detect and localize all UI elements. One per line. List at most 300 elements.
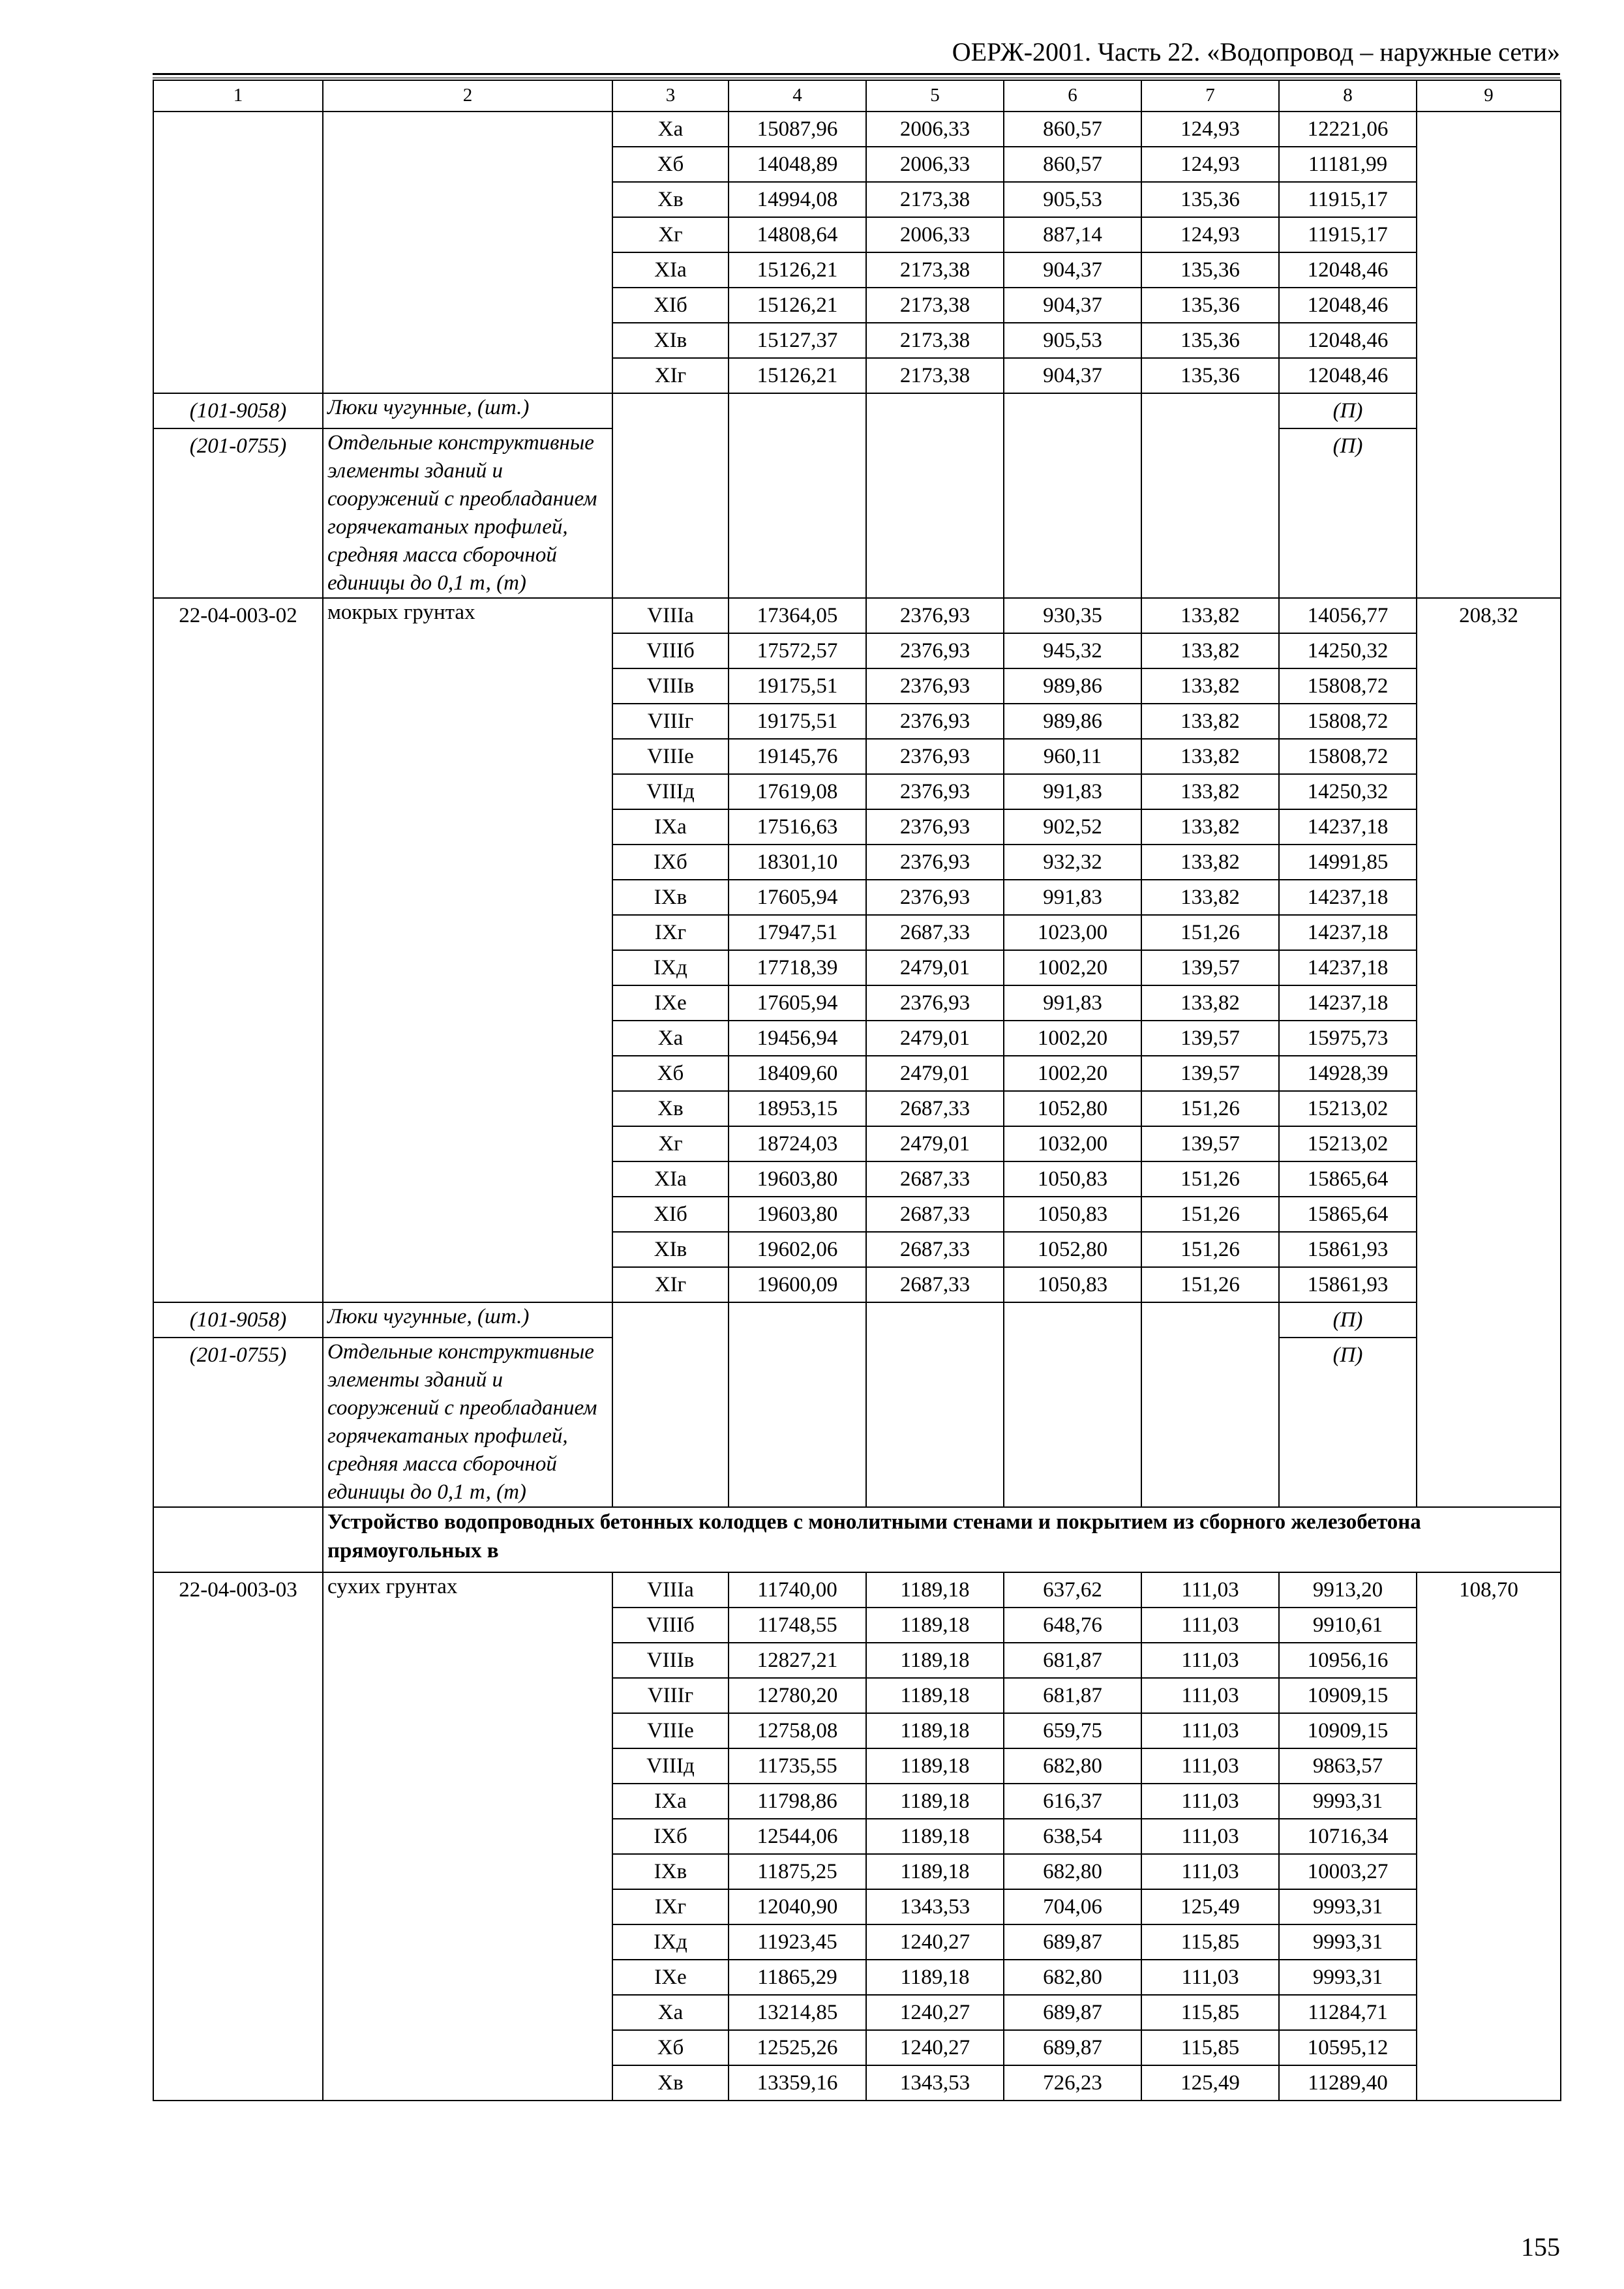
value-cell: IXa bbox=[612, 1784, 729, 1819]
value-cell: IXe bbox=[612, 1960, 729, 1995]
value-cell: 2006,33 bbox=[866, 147, 1004, 182]
value-cell: 887,14 bbox=[1004, 217, 1141, 252]
value-cell: 1002,20 bbox=[1004, 1056, 1141, 1091]
col9-cell: 208,32 bbox=[1417, 598, 1561, 1507]
value-cell: 1189,18 bbox=[866, 1572, 1004, 1608]
value-cell: 989,86 bbox=[1004, 668, 1141, 704]
value-cell: 12525,26 bbox=[729, 2030, 866, 2065]
value-cell: 17605,94 bbox=[729, 880, 866, 915]
col9-cell bbox=[1417, 112, 1561, 598]
value-cell: 19600,09 bbox=[729, 1267, 866, 1302]
value-cell: 19602,06 bbox=[729, 1232, 866, 1267]
empty-cell bbox=[729, 1302, 866, 1507]
value-cell: 1189,18 bbox=[866, 1713, 1004, 1748]
value-cell: 2687,33 bbox=[866, 1091, 1004, 1126]
value-cell: 151,26 bbox=[1141, 1161, 1279, 1197]
value-cell: Xв bbox=[612, 2065, 729, 2101]
column-number: 6 bbox=[1004, 80, 1141, 112]
value-cell: 10716,34 bbox=[1279, 1819, 1417, 1854]
value-cell: 151,26 bbox=[1141, 1232, 1279, 1267]
value-cell: XIв bbox=[612, 1232, 729, 1267]
value-cell: 616,37 bbox=[1004, 1784, 1141, 1819]
value-cell: 135,36 bbox=[1141, 323, 1279, 358]
value-cell: 124,93 bbox=[1141, 112, 1279, 147]
value-cell: 135,36 bbox=[1141, 252, 1279, 288]
value-cell: 9910,61 bbox=[1279, 1608, 1417, 1643]
value-cell: 15213,02 bbox=[1279, 1126, 1417, 1161]
code-cell bbox=[153, 112, 323, 393]
value-cell: VIIIe bbox=[612, 739, 729, 774]
value-cell: 2006,33 bbox=[866, 217, 1004, 252]
value-cell: 2376,93 bbox=[866, 774, 1004, 809]
value-cell: 2687,33 bbox=[866, 1197, 1004, 1232]
value-cell: 11748,55 bbox=[729, 1608, 866, 1643]
value-cell: 111,03 bbox=[1141, 1784, 1279, 1819]
value-cell: 17364,05 bbox=[729, 598, 866, 633]
value-cell: IXд bbox=[612, 950, 729, 985]
value-cell: 904,37 bbox=[1004, 252, 1141, 288]
value-cell: 12780,20 bbox=[729, 1678, 866, 1713]
resource-value: (П) bbox=[1279, 393, 1417, 428]
value-cell: 12048,46 bbox=[1279, 358, 1417, 393]
value-cell: XIб bbox=[612, 1197, 729, 1232]
empty-cell bbox=[1004, 393, 1141, 598]
value-cell: 15865,64 bbox=[1279, 1197, 1417, 1232]
value-cell: 151,26 bbox=[1141, 1197, 1279, 1232]
value-cell: 115,85 bbox=[1141, 2030, 1279, 2065]
resource-row bbox=[153, 1302, 1561, 1338]
value-cell: 11798,86 bbox=[729, 1784, 866, 1819]
value-cell: 2479,01 bbox=[866, 1021, 1004, 1056]
value-cell: 1050,83 bbox=[1004, 1161, 1141, 1197]
value-cell: IXд bbox=[612, 1924, 729, 1960]
resource-value: (П) bbox=[1279, 1338, 1417, 1507]
value-cell: VIIIб bbox=[612, 633, 729, 668]
value-cell: 151,26 bbox=[1141, 915, 1279, 950]
value-cell: 9993,31 bbox=[1279, 1960, 1417, 1995]
value-cell: 2376,93 bbox=[866, 633, 1004, 668]
value-cell: 11740,00 bbox=[729, 1572, 866, 1608]
value-cell: 14048,89 bbox=[729, 147, 866, 182]
value-cell: 1032,00 bbox=[1004, 1126, 1141, 1161]
value-cell: 18409,60 bbox=[729, 1056, 866, 1091]
value-cell: 14237,18 bbox=[1279, 985, 1417, 1021]
value-cell: XIa bbox=[612, 1161, 729, 1197]
value-cell: 689,87 bbox=[1004, 2030, 1141, 2065]
empty-cell bbox=[1141, 1302, 1279, 1507]
value-cell: 991,83 bbox=[1004, 880, 1141, 915]
value-cell: 12544,06 bbox=[729, 1819, 866, 1854]
value-cell: 1189,18 bbox=[866, 1819, 1004, 1854]
value-cell: 139,57 bbox=[1141, 1056, 1279, 1091]
empty-cell bbox=[612, 1302, 729, 1507]
value-cell: 111,03 bbox=[1141, 1643, 1279, 1678]
value-cell: 125,49 bbox=[1141, 2065, 1279, 2101]
value-cell: 11284,71 bbox=[1279, 1995, 1417, 2030]
resource-value: (П) bbox=[1279, 428, 1417, 598]
value-cell: Xг bbox=[612, 1126, 729, 1161]
column-number: 1 bbox=[153, 80, 323, 112]
value-cell: 10003,27 bbox=[1279, 1854, 1417, 1889]
value-cell: 991,83 bbox=[1004, 985, 1141, 1021]
empty-cell bbox=[1004, 1302, 1141, 1507]
value-cell: 1023,00 bbox=[1004, 915, 1141, 950]
resource-name: Отдельные конструктивные элементы зданий и сооружений с преобладанием горячекатаных профилей, средняя масса сборочной единицы до 0,1 т, (т) bbox=[323, 428, 612, 598]
value-cell: 14237,18 bbox=[1279, 809, 1417, 845]
value-cell: 2376,93 bbox=[866, 845, 1004, 880]
value-cell: 2173,38 bbox=[866, 182, 1004, 217]
value-cell: 18953,15 bbox=[729, 1091, 866, 1126]
value-cell: 689,87 bbox=[1004, 1995, 1141, 2030]
table-row bbox=[153, 598, 1561, 633]
resource-name: Люки чугунные, (шт.) bbox=[323, 393, 612, 428]
value-cell: XIг bbox=[612, 1267, 729, 1302]
value-cell: XIв bbox=[612, 323, 729, 358]
empty-cell bbox=[866, 393, 1004, 598]
value-cell: 151,26 bbox=[1141, 1267, 1279, 1302]
value-cell: 681,87 bbox=[1004, 1678, 1141, 1713]
value-cell: 2479,01 bbox=[866, 1126, 1004, 1161]
value-cell: 11865,29 bbox=[729, 1960, 866, 1995]
column-number: 9 bbox=[1417, 80, 1561, 112]
value-cell: VIIIг bbox=[612, 704, 729, 739]
col9-cell: 108,70 bbox=[1417, 1572, 1561, 2101]
value-cell: 1002,20 bbox=[1004, 950, 1141, 985]
value-cell: 905,53 bbox=[1004, 182, 1141, 217]
section-row bbox=[153, 1507, 1561, 1572]
value-cell: 14994,08 bbox=[729, 182, 866, 217]
resource-value: (П) bbox=[1279, 1302, 1417, 1338]
value-cell: VIIIг bbox=[612, 1678, 729, 1713]
value-cell: 135,36 bbox=[1141, 182, 1279, 217]
value-cell: 15127,37 bbox=[729, 323, 866, 358]
value-cell: Xб bbox=[612, 2030, 729, 2065]
value-cell: 2173,38 bbox=[866, 323, 1004, 358]
value-cell: 904,37 bbox=[1004, 358, 1141, 393]
value-cell: VIIIa bbox=[612, 1572, 729, 1608]
value-cell: 1052,80 bbox=[1004, 1232, 1141, 1267]
value-cell: 2006,33 bbox=[866, 112, 1004, 147]
value-cell: 14237,18 bbox=[1279, 915, 1417, 950]
value-cell: 2376,93 bbox=[866, 704, 1004, 739]
value-cell: 13214,85 bbox=[729, 1995, 866, 2030]
value-cell: 115,85 bbox=[1141, 1995, 1279, 2030]
value-cell: Xa bbox=[612, 1995, 729, 2030]
value-cell: 15126,21 bbox=[729, 288, 866, 323]
column-number: 7 bbox=[1141, 80, 1279, 112]
value-cell: 15861,93 bbox=[1279, 1232, 1417, 1267]
value-cell: 17619,08 bbox=[729, 774, 866, 809]
value-cell: 14056,77 bbox=[1279, 598, 1417, 633]
value-cell: 19175,51 bbox=[729, 704, 866, 739]
value-cell: 648,76 bbox=[1004, 1608, 1141, 1643]
value-cell: 19145,76 bbox=[729, 739, 866, 774]
value-cell: Xб bbox=[612, 147, 729, 182]
value-cell: 989,86 bbox=[1004, 704, 1141, 739]
value-cell: 133,82 bbox=[1141, 704, 1279, 739]
value-cell: 902,52 bbox=[1004, 809, 1141, 845]
value-cell: 1343,53 bbox=[866, 1889, 1004, 1924]
value-cell: 139,57 bbox=[1141, 950, 1279, 985]
resource-row bbox=[153, 393, 1561, 428]
value-cell: 14808,64 bbox=[729, 217, 866, 252]
value-cell: 12221,06 bbox=[1279, 112, 1417, 147]
value-cell: 139,57 bbox=[1141, 1126, 1279, 1161]
value-cell: 12758,08 bbox=[729, 1713, 866, 1748]
value-cell: 726,23 bbox=[1004, 2065, 1141, 2101]
value-cell: 11289,40 bbox=[1279, 2065, 1417, 2101]
value-cell: 14250,32 bbox=[1279, 774, 1417, 809]
value-cell: 2376,93 bbox=[866, 739, 1004, 774]
value-cell: 15975,73 bbox=[1279, 1021, 1417, 1056]
value-cell: Xг bbox=[612, 217, 729, 252]
value-cell: 133,82 bbox=[1141, 739, 1279, 774]
value-cell: XIг bbox=[612, 358, 729, 393]
value-cell: 14237,18 bbox=[1279, 880, 1417, 915]
value-cell: 1189,18 bbox=[866, 1678, 1004, 1713]
value-cell: Xв bbox=[612, 1091, 729, 1126]
value-cell: 15861,93 bbox=[1279, 1267, 1417, 1302]
value-cell: 12048,46 bbox=[1279, 288, 1417, 323]
value-cell: 111,03 bbox=[1141, 1678, 1279, 1713]
value-cell: 1240,27 bbox=[866, 1924, 1004, 1960]
norm-name: сухих грунтах bbox=[323, 1572, 612, 2101]
value-cell: 689,87 bbox=[1004, 1924, 1141, 1960]
value-cell: 904,37 bbox=[1004, 288, 1141, 323]
value-cell: 637,62 bbox=[1004, 1572, 1141, 1608]
value-cell: 1052,80 bbox=[1004, 1091, 1141, 1126]
value-cell: 9993,31 bbox=[1279, 1889, 1417, 1924]
value-cell: 15087,96 bbox=[729, 112, 866, 147]
value-cell: 1343,53 bbox=[866, 2065, 1004, 2101]
value-cell: 2376,93 bbox=[866, 985, 1004, 1021]
value-cell: 115,85 bbox=[1141, 1924, 1279, 1960]
norm-code: 22-04-003-02 bbox=[153, 598, 323, 1302]
value-cell: 15126,21 bbox=[729, 252, 866, 288]
value-cell: 135,36 bbox=[1141, 358, 1279, 393]
resource-code: (101-9058) bbox=[153, 393, 323, 428]
value-cell: 2479,01 bbox=[866, 1056, 1004, 1091]
value-cell: 15213,02 bbox=[1279, 1091, 1417, 1126]
value-cell: 15808,72 bbox=[1279, 704, 1417, 739]
value-cell: 1240,27 bbox=[866, 1995, 1004, 2030]
rates-table bbox=[153, 80, 1561, 2101]
value-cell: 17605,94 bbox=[729, 985, 866, 1021]
value-cell: 124,93 bbox=[1141, 217, 1279, 252]
value-cell: IXб bbox=[612, 845, 729, 880]
value-cell: 1240,27 bbox=[866, 2030, 1004, 2065]
column-number: 3 bbox=[612, 80, 729, 112]
column-number: 5 bbox=[866, 80, 1004, 112]
value-cell: 10595,12 bbox=[1279, 2030, 1417, 2065]
section-title: Устройство водопроводных бетонных колодцев с монолитными стенами и покрытием из сборного железобетона прямоугольных в bbox=[323, 1507, 1561, 1572]
value-cell: Xб bbox=[612, 1056, 729, 1091]
value-cell: 991,83 bbox=[1004, 774, 1141, 809]
norm-name: мокрых грунтах bbox=[323, 598, 612, 1302]
value-cell: 2687,33 bbox=[866, 1232, 1004, 1267]
value-cell: 1189,18 bbox=[866, 1608, 1004, 1643]
value-cell: 682,80 bbox=[1004, 1748, 1141, 1784]
value-cell: 19456,94 bbox=[729, 1021, 866, 1056]
section-blank bbox=[153, 1507, 323, 1572]
value-cell: 905,53 bbox=[1004, 323, 1141, 358]
value-cell: 2173,38 bbox=[866, 358, 1004, 393]
value-cell: 704,06 bbox=[1004, 1889, 1141, 1924]
value-cell: 9993,31 bbox=[1279, 1784, 1417, 1819]
value-cell: 11915,17 bbox=[1279, 217, 1417, 252]
value-cell: 960,11 bbox=[1004, 739, 1141, 774]
value-cell: 930,35 bbox=[1004, 598, 1141, 633]
value-cell: IXб bbox=[612, 1819, 729, 1854]
resource-name: Отдельные конструктивные элементы зданий и сооружений с преобладанием горячекатаных профилей, средняя масса сборочной единицы до 0,1 т, (т) bbox=[323, 1338, 612, 1507]
column-number: 8 bbox=[1279, 80, 1417, 112]
value-cell: 17572,57 bbox=[729, 633, 866, 668]
value-cell: 1189,18 bbox=[866, 1748, 1004, 1784]
value-cell: 11923,45 bbox=[729, 1924, 866, 1960]
value-cell: 10956,16 bbox=[1279, 1643, 1417, 1678]
empty-cell bbox=[1141, 393, 1279, 598]
value-cell: 14991,85 bbox=[1279, 845, 1417, 880]
value-cell: 17947,51 bbox=[729, 915, 866, 950]
value-cell: 12048,46 bbox=[1279, 252, 1417, 288]
value-cell: 133,82 bbox=[1141, 774, 1279, 809]
value-cell: 945,32 bbox=[1004, 633, 1141, 668]
value-cell: 10909,15 bbox=[1279, 1678, 1417, 1713]
value-cell: 111,03 bbox=[1141, 1608, 1279, 1643]
value-cell: 2376,93 bbox=[866, 668, 1004, 704]
value-cell: 13359,16 bbox=[729, 2065, 866, 2101]
value-cell: 111,03 bbox=[1141, 1819, 1279, 1854]
value-cell: Xв bbox=[612, 182, 729, 217]
value-cell: VIIIв bbox=[612, 1643, 729, 1678]
value-cell: Xa bbox=[612, 112, 729, 147]
value-cell: 9913,20 bbox=[1279, 1572, 1417, 1608]
value-cell: VIIIв bbox=[612, 668, 729, 704]
value-cell: 1002,20 bbox=[1004, 1021, 1141, 1056]
value-cell: 15808,72 bbox=[1279, 739, 1417, 774]
table-row bbox=[153, 1572, 1561, 1608]
value-cell: 124,93 bbox=[1141, 147, 1279, 182]
value-cell: 2687,33 bbox=[866, 1161, 1004, 1197]
value-cell: 17516,63 bbox=[729, 809, 866, 845]
value-cell: 1189,18 bbox=[866, 1854, 1004, 1889]
value-cell: 2687,33 bbox=[866, 915, 1004, 950]
value-cell: 9863,57 bbox=[1279, 1748, 1417, 1784]
value-cell: 17718,39 bbox=[729, 950, 866, 985]
value-cell: 19175,51 bbox=[729, 668, 866, 704]
value-cell: 860,57 bbox=[1004, 147, 1141, 182]
column-number: 2 bbox=[323, 80, 612, 112]
value-cell: 1050,83 bbox=[1004, 1267, 1141, 1302]
value-cell: 932,32 bbox=[1004, 845, 1141, 880]
value-cell: 19603,80 bbox=[729, 1161, 866, 1197]
value-cell: 682,80 bbox=[1004, 1960, 1141, 1995]
resource-name: Люки чугунные, (шт.) bbox=[323, 1302, 612, 1338]
page-number: 155 bbox=[1521, 2232, 1560, 2262]
norm-code: 22-04-003-03 bbox=[153, 1572, 323, 2101]
value-cell: 14250,32 bbox=[1279, 633, 1417, 668]
value-cell: 659,75 bbox=[1004, 1713, 1141, 1748]
value-cell: IXг bbox=[612, 915, 729, 950]
value-cell: 133,82 bbox=[1141, 809, 1279, 845]
value-cell: 11875,25 bbox=[729, 1854, 866, 1889]
value-cell: 9993,31 bbox=[1279, 1924, 1417, 1960]
value-cell: VIIIб bbox=[612, 1608, 729, 1643]
value-cell: 1050,83 bbox=[1004, 1197, 1141, 1232]
value-cell: 682,80 bbox=[1004, 1854, 1141, 1889]
value-cell: 2173,38 bbox=[866, 252, 1004, 288]
empty-cell bbox=[729, 393, 866, 598]
value-cell: 125,49 bbox=[1141, 1889, 1279, 1924]
value-cell: Xa bbox=[612, 1021, 729, 1056]
column-numbers-row bbox=[153, 80, 1561, 112]
header-rule bbox=[153, 73, 1560, 78]
value-cell: IXв bbox=[612, 880, 729, 915]
value-cell: 15808,72 bbox=[1279, 668, 1417, 704]
value-cell: 638,54 bbox=[1004, 1819, 1141, 1854]
rates-table-body bbox=[153, 80, 1561, 2101]
value-cell: 10909,15 bbox=[1279, 1713, 1417, 1748]
value-cell: 133,82 bbox=[1141, 880, 1279, 915]
value-cell: 12827,21 bbox=[729, 1643, 866, 1678]
value-cell: 681,87 bbox=[1004, 1643, 1141, 1678]
value-cell: 18301,10 bbox=[729, 845, 866, 880]
value-cell: 11915,17 bbox=[1279, 182, 1417, 217]
empty-cell bbox=[866, 1302, 1004, 1507]
value-cell: 2376,93 bbox=[866, 880, 1004, 915]
value-cell: 14237,18 bbox=[1279, 950, 1417, 985]
value-cell: 15865,64 bbox=[1279, 1161, 1417, 1197]
value-cell: 1189,18 bbox=[866, 1960, 1004, 1995]
value-cell: 133,82 bbox=[1141, 668, 1279, 704]
value-cell: 133,82 bbox=[1141, 598, 1279, 633]
value-cell: VIIIд bbox=[612, 774, 729, 809]
column-number: 4 bbox=[729, 80, 866, 112]
value-cell: XIa bbox=[612, 252, 729, 288]
value-cell: 2173,38 bbox=[866, 288, 1004, 323]
value-cell: 111,03 bbox=[1141, 1854, 1279, 1889]
value-cell: 151,26 bbox=[1141, 1091, 1279, 1126]
value-cell: 12040,90 bbox=[729, 1889, 866, 1924]
value-cell: 111,03 bbox=[1141, 1713, 1279, 1748]
value-cell: 1189,18 bbox=[866, 1643, 1004, 1678]
value-cell: 2479,01 bbox=[866, 950, 1004, 985]
table-row bbox=[153, 112, 1561, 147]
value-cell: 11735,55 bbox=[729, 1748, 866, 1784]
resource-code: (201-0755) bbox=[153, 1338, 323, 1507]
value-cell: 14928,39 bbox=[1279, 1056, 1417, 1091]
value-cell: 860,57 bbox=[1004, 112, 1141, 147]
value-cell: VIIIд bbox=[612, 1748, 729, 1784]
value-cell: 12048,46 bbox=[1279, 323, 1417, 358]
value-cell: 15126,21 bbox=[729, 358, 866, 393]
value-cell: 139,57 bbox=[1141, 1021, 1279, 1056]
value-cell: IXв bbox=[612, 1854, 729, 1889]
value-cell: 135,36 bbox=[1141, 288, 1279, 323]
value-cell: 18724,03 bbox=[729, 1126, 866, 1161]
value-cell: IXe bbox=[612, 985, 729, 1021]
resource-code: (201-0755) bbox=[153, 428, 323, 598]
empty-cell bbox=[612, 393, 729, 598]
value-cell: 111,03 bbox=[1141, 1572, 1279, 1608]
value-cell: 1189,18 bbox=[866, 1784, 1004, 1819]
value-cell: 133,82 bbox=[1141, 845, 1279, 880]
value-cell: 2687,33 bbox=[866, 1267, 1004, 1302]
resource-code: (101-9058) bbox=[153, 1302, 323, 1338]
value-cell: 111,03 bbox=[1141, 1748, 1279, 1784]
value-cell: IXг bbox=[612, 1889, 729, 1924]
value-cell: 133,82 bbox=[1141, 633, 1279, 668]
